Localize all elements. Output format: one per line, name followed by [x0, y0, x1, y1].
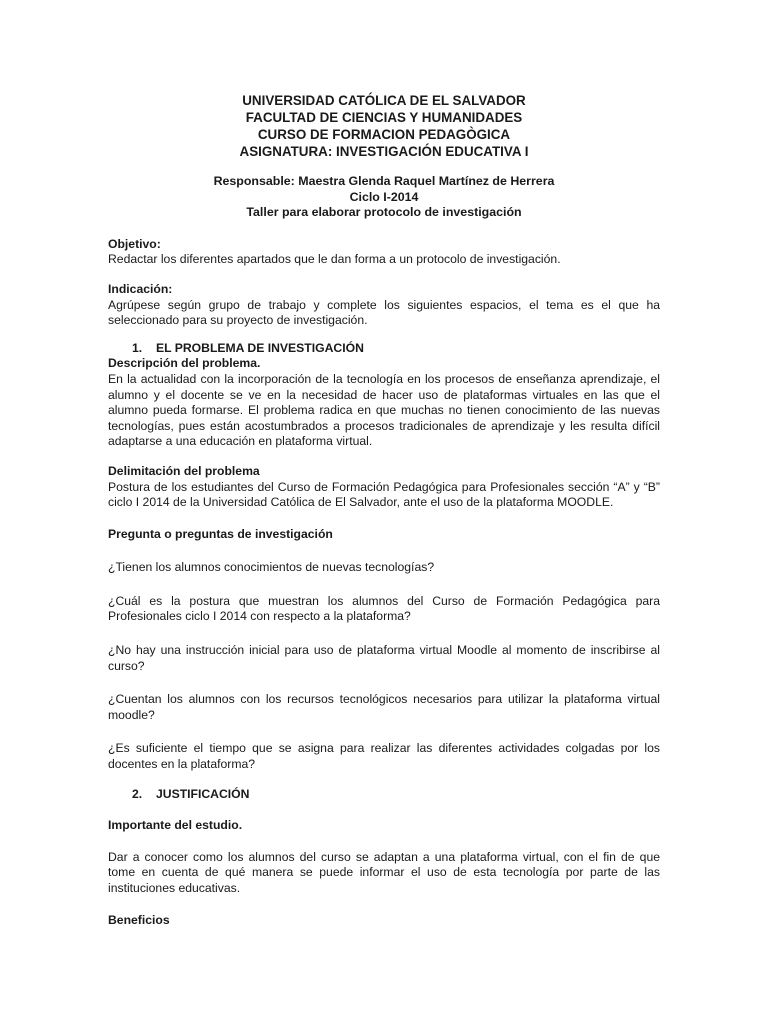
cycle-line: Ciclo I-2014: [349, 189, 419, 204]
objective-label: Objetivo:: [108, 236, 161, 251]
document-meta: [108, 174, 660, 221]
study-importance-text: Dar a conocer como los alumnos del curso se adaptan a una plataforma virtual, con el fin de que tome en cuenta de qué manera se puede informar el uso de esta tecnología por parte de las instituciones educativas.: [108, 849, 660, 895]
research-question: ¿Cuál es la postura que muestran los alumnos del Curso de Formación Pedagógica para Profesionales ciclo I 2014 con respecto a la plataforma?: [108, 593, 660, 624]
benefits-label: Beneficios: [108, 912, 170, 927]
research-questions: [108, 527, 660, 773]
objective-text: Redactar los diferentes apartados que le dan forma a un protocolo de investigación.: [108, 252, 561, 267]
problem-description: [108, 356, 660, 450]
problem-delimitation-label: Delimitación del problema: [108, 463, 260, 478]
study-importance: [108, 818, 660, 896]
section-1-number: 1.: [132, 340, 143, 355]
subject-name: ASIGNATURA: INVESTIGACIÓN EDUCATIVA I: [239, 144, 529, 159]
course-name: CURSO DE FORMACION PEDAGÒGICA: [257, 127, 511, 142]
benefits: [108, 913, 660, 929]
responsible-line: Responsable: Maestra Glenda Raquel Martínez de Herrera: [213, 174, 555, 188]
research-question: ¿Es suficiente el tiempo que se asigna para realizar las diferentes actividades colgadas por los docentes en la plataforma?: [108, 741, 660, 772]
indication-section: [108, 282, 660, 329]
research-question: ¿Cuentan los alumnos con los recursos tecnológicos necesarios para utilizar la plataforma virtual moodle?: [108, 692, 660, 722]
research-questions-label: Pregunta o preguntas de investigación: [108, 526, 333, 541]
document-header: [108, 92, 660, 160]
problem-description-text: En la actualidad con la incorporación de la tecnología en los procesos de enseñanza aprendizaje, el alumno y el docente se ve en la necesidad de hacer uso de plataformas virtuales en las que el alumno pueda formarse. El problema radica en que muchas no tienen conocimiento de las nuevas tecnologías, pues están acostumbrados a procesos tradicionales de aprendizaje y les resulta difícil adaptarse a una educación en plataforma virtual.: [108, 371, 660, 449]
problem-delimitation-text: Postura de los estudiantes del Curso de Formación Pedagógica para Profesionales sección “A” y “B” ciclo I 2014 de la Universidad Católica de El Salvador, ante el uso de la plataforma MOODLE.: [108, 479, 660, 510]
section-1-heading: [108, 341, 660, 357]
section-2-number: 2.: [132, 786, 143, 801]
section-1-title: EL PROBLEMA DE INVESTIGACIÓN: [156, 340, 364, 355]
university-name: UNIVERSIDAD CATÓLICA DE EL SALVADOR: [242, 93, 526, 108]
indication-text: Agrúpese según grupo de trabajo y complete los siguientes espacios, el tema es el que ha seleccionado para su proyecto de investigación.: [108, 297, 660, 328]
research-question: ¿No hay una instrucción inicial para uso de plataforma virtual Moodle al momento de inscribirse al curso?: [108, 643, 660, 673]
indication-label: Indicación:: [108, 281, 173, 296]
problem-description-label: Descripción del problema.: [108, 356, 261, 371]
research-question: ¿Tienen los alumnos conocimientos de nuevas tecnologías?: [108, 560, 435, 575]
objective-section: [108, 237, 660, 268]
section-2-heading: [108, 787, 660, 803]
problem-delimitation: [108, 464, 660, 511]
workshop-title: Taller para elaborar protocolo de investigación: [246, 205, 522, 220]
section-2-title: JUSTIFICACIÓN: [156, 786, 250, 801]
faculty-name: FACULTAD DE CIENCIAS Y HUMANIDADES: [245, 110, 523, 125]
study-importance-label: Importante del estudio.: [108, 818, 243, 833]
